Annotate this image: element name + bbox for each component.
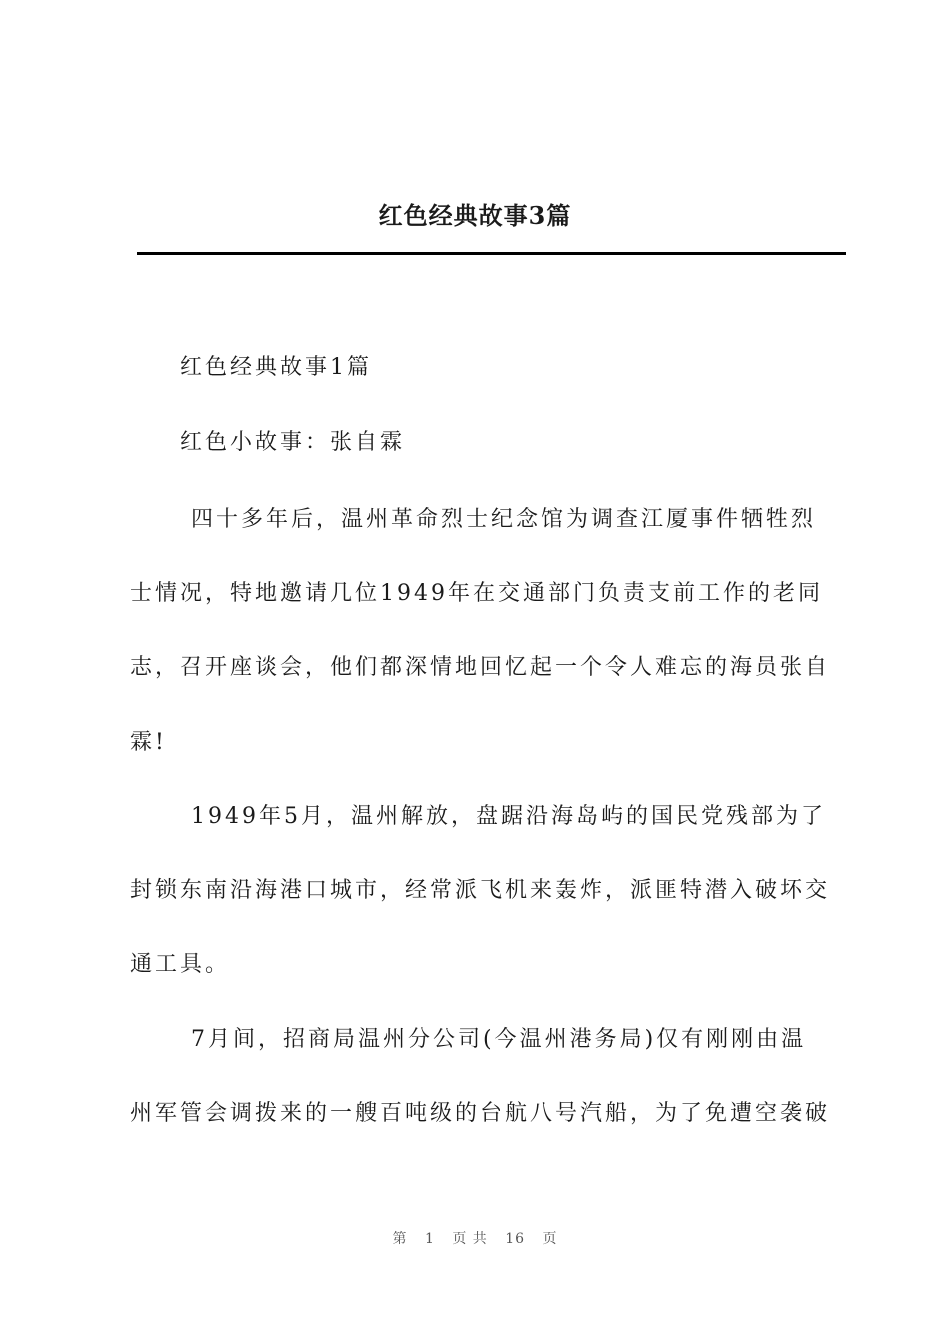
paragraph-line: 7月间，招商局温州分公司(今温州港务局)仅有刚刚由温 xyxy=(191,1027,807,1052)
story-title: 红色小故事：张自霖 xyxy=(180,430,406,455)
total-pages: 16 xyxy=(505,1231,526,1247)
page-number: 1 xyxy=(424,1231,435,1247)
section-heading: 红色经典故事1篇 xyxy=(180,355,372,380)
footer-suffix: 页 xyxy=(542,1231,558,1247)
paragraph-line: 四十多年后，温州革命烈士纪念馆为调查江厦事件牺牲烈 xyxy=(191,507,817,532)
footer-prefix: 第 xyxy=(392,1231,408,1247)
document-title: 红色经典故事3篇 xyxy=(378,201,572,230)
paragraph-line: 1949年5月，温州解放，盘踞沿海岛屿的国民党残部为了 xyxy=(191,804,826,829)
page-footer xyxy=(0,1228,950,1248)
paragraph-line: 州军管会调拨来的一艘百吨级的台航八号汽船，为了免遭空袭破 xyxy=(130,1101,831,1126)
paragraph-line: 霖! xyxy=(130,730,167,755)
paragraph-line: 士情况，特地邀请几位1949年在交通部门负责支前工作的老同 xyxy=(130,581,823,606)
paragraph-line: 封锁东南沿海港口城市，经常派飞机来轰炸，派匪特潜入破坏交 xyxy=(130,878,831,903)
paragraph-line: 志，召开座谈会，他们都深情地回忆起一个令人难忘的海员张自 xyxy=(130,655,831,680)
footer-mid: 页 共 xyxy=(452,1231,488,1247)
paragraph-line: 通工具。 xyxy=(130,952,231,977)
title-divider xyxy=(137,252,846,255)
